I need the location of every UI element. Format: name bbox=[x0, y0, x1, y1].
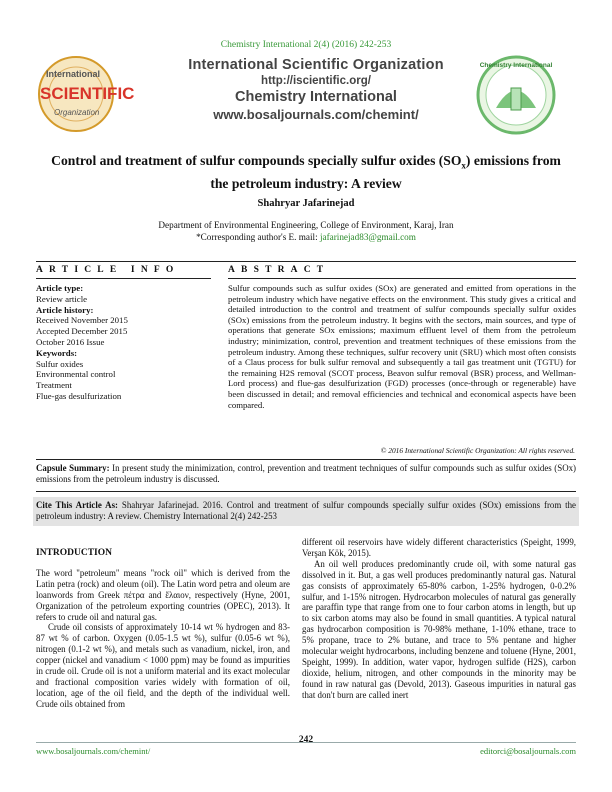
footer-journal-url[interactable]: www.bosaljournals.com/chemint/ bbox=[36, 746, 151, 756]
cite-box bbox=[33, 497, 579, 526]
copyright-notice: © 2016 International Scientific Organization: All rights reserved. bbox=[380, 446, 575, 455]
logo-left-line1: International bbox=[46, 69, 101, 79]
keyword-item: Flue-gas desulfurization bbox=[36, 390, 122, 401]
org-name: International Scientific Organization bbox=[188, 57, 444, 73]
logo-left-line3: Organization bbox=[54, 108, 100, 117]
left-column bbox=[36, 548, 290, 710]
article-type-label: Article type: bbox=[36, 283, 84, 293]
intro-paragraph-2: Crude oil consists of approximately 10-14 wt % hydrogen and 83-87 wt % of carbon. Oxygen (0.05-1.5 wt %), sulfur (0.05-6 wt %), nitrogen (0.1-2 wt %), and metals such as vanadium, nickel, iron, and copper (nickel and vanadium < 1000 ppm) may be found as impurities in crude oil. Crude oil is not a uniform material and its exact molecular and fractional composition varies widely with formation of oil, location, age of the oil field, and the depth of the individual well. Crude oils obtained from bbox=[36, 622, 290, 709]
journal-url[interactable]: www.bosaljournals.com/chemint/ bbox=[213, 107, 419, 122]
abstract-heading: ABSTRACT bbox=[228, 265, 330, 275]
article-title bbox=[36, 152, 576, 192]
cite-label: Cite This Article As: bbox=[36, 500, 118, 510]
info-rule bbox=[36, 278, 211, 279]
capsule-summary bbox=[36, 463, 576, 485]
logo-right-text: Chemistry International bbox=[479, 62, 553, 69]
author-name: Shahryar Jafarinejad bbox=[257, 198, 355, 209]
title-line1-end: ) emissions from bbox=[465, 153, 561, 168]
journal-banner bbox=[36, 53, 576, 138]
issue-date: October 2016 Issue bbox=[36, 336, 105, 347]
capsule-rule bbox=[36, 459, 576, 460]
article-history-label: Article history: bbox=[36, 304, 94, 315]
affiliation: Department of Environmental Engineering, College of Environment, Karaj, Iran bbox=[158, 220, 454, 230]
corresponding-email[interactable]: jafarinejad83@gmail.com bbox=[319, 232, 416, 242]
affiliation-block bbox=[0, 219, 612, 243]
cite-rule bbox=[36, 491, 576, 492]
footer-email[interactable]: editorci@bosaljournals.com bbox=[480, 746, 576, 756]
keywords-label: Keywords: bbox=[36, 347, 78, 358]
top-rule bbox=[36, 261, 576, 262]
article-info bbox=[36, 283, 206, 402]
footer-rule bbox=[36, 742, 576, 743]
capsule-label: Capsule Summary: bbox=[36, 463, 110, 473]
title-line1: Control and treatment of sulfur compounds specially sulfur oxides (SO bbox=[51, 153, 462, 168]
running-head: Chemistry International 2(4) (2016) 242-253 bbox=[220, 40, 392, 50]
iso-logo bbox=[36, 53, 166, 135]
intro-paragraph-1: The word "petroleum" means "rock oil" which is derived from the Latin petra (rock) and oleum (oil). The Latin word petra and oleum are loanwords from Greek πέτρα and ἔλαιον, respectively (Hyne, 2001, Organization of the petroleum exporting countries (OPEC), 2013). It refers to crude oil and natural gas. bbox=[36, 567, 290, 622]
org-url[interactable]: http://iscientific.org/ bbox=[261, 75, 371, 87]
title-subscript: x bbox=[461, 160, 466, 171]
right-column bbox=[302, 537, 576, 701]
intro-paragraph-4: An oil well produces predominantly crude oil, with some natural gas dissolved in it. But, a gas well produces predominantly natural gas. Natural gas consists of approximately 65-80% carbon, 1-25% hydrogen, 0-0.2% sulfur, and 1-15% nitrogen. Hydrocarbon molecules of natural gas generally are paraffin type that range from one to four carbon atoms in length, but up to six carbon atoms may also be found in small quantities. A typical natural gas hydrocarbon composition is 70-98% methane, 1-10% ethane, trace to 5% propane, trace to 2% butane, and trace to 5% pentane and higher molecular weight hydrocarbons, including benzene and toluene (Hyne, 2001, Speight, 1999). In addition, water vapor, hydrogen sulfide (H2S), carbon dioxide, helium, nitrogen, and other compounds in the minority may be found in raw natural gas (Devold, 2013). Gaseous impurities in natural gas that don't burn are called inert bbox=[302, 558, 576, 700]
keyword-item: Treatment bbox=[36, 380, 72, 391]
keyword-item: Environmental control bbox=[36, 369, 116, 380]
logo-left-line2: SCIENTIFIC bbox=[40, 84, 135, 103]
chemistry-international-logo bbox=[456, 53, 576, 137]
received-date: Received November 2015 bbox=[36, 315, 128, 326]
journal-name: Chemistry International bbox=[235, 89, 397, 105]
corresponding-label: *Corresponding author's E. mail: bbox=[196, 232, 318, 242]
page-number: 242 bbox=[298, 735, 314, 745]
introduction-heading: INTRODUCTION bbox=[36, 548, 113, 558]
abstract-rule bbox=[228, 278, 576, 279]
intro-paragraph-3: different oil reservoirs have widely different characteristics (Speight, 1999, Verşan Kök, 2015). bbox=[302, 537, 576, 558]
title-line2: the petroleum industry: A review bbox=[210, 175, 402, 191]
keyword-item: Sulfur oxides bbox=[36, 358, 84, 369]
corresponding-line bbox=[0, 231, 612, 243]
banner-text bbox=[176, 57, 456, 122]
capsule-text: In present study the minimization, control, prevention and treatment techniques of sulfur compounds such as sulfur oxides (SOx) emissions from the petroleum industry is discussed. bbox=[36, 463, 576, 484]
accepted-date: Accepted December 2015 bbox=[36, 326, 128, 337]
article-info-heading: ARTICLE INFO bbox=[36, 265, 180, 275]
article-type-value: Review article bbox=[36, 293, 88, 304]
abstract-text: Sulfur compounds such as sulfur oxides (SOx) are generated and emitted from operations in the petroleum industry which have negative effects on the environment. This study gives a critical and detailed introduction to the control and treatment of sulfur compounds specially sulfur oxides (SOx) emissions from the petroleum industry. It begins with the sectors, main sources, and type of operations that generate SOx emissions; maximum effluent level of them from the petroleum industry; minimization, control, prevention and treatment techniques of these emissions from the petroleum industry. Among these techniques, sulfur recovery unit (SRU) which most often consists of a Claus process for bulk sulfur removal and subsequently a tail gas treatment unit (TGTU) for the remaining H2S removal (SCOT process, Beavon sulfur removal (BSR) process, and Wellman-Lord process) and flue-gas desulfurization (FGD) processes (once-through or regenerable) have been discussed in detail; and removal efficiencies and technical and economical aspects have been compared. bbox=[228, 283, 576, 410]
cite-text: Shahryar Jafarinejad. 2016. Control and treatment of sulfur compounds specially sulfur oxides (SOx) emissions from the petroleum industry: A review. Chemistry International 2(4) 242-253 bbox=[36, 500, 576, 521]
